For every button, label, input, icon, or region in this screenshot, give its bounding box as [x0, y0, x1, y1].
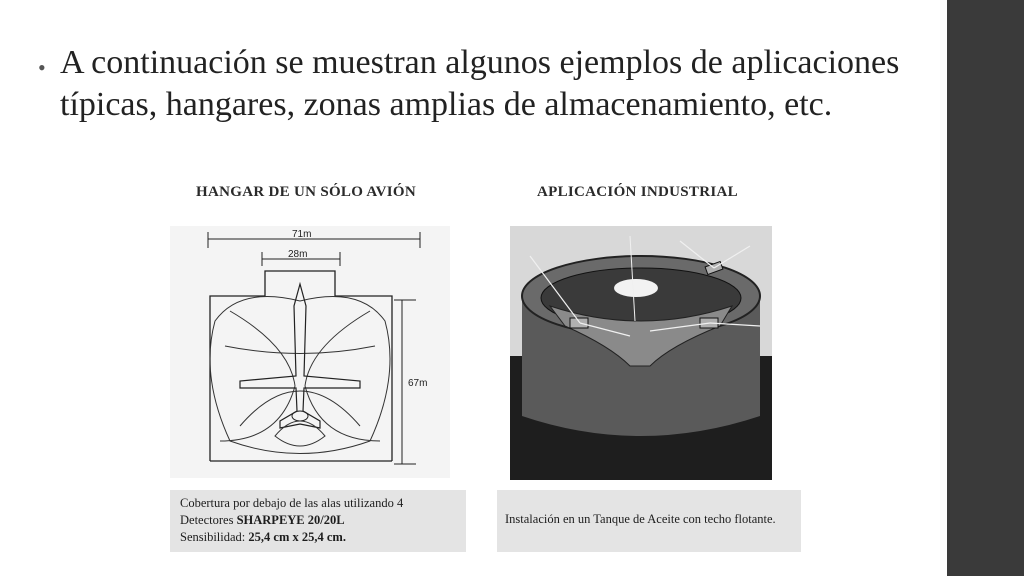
tank-photo — [510, 226, 772, 480]
tank-illustration — [510, 226, 772, 480]
hangar-caption-line3 — [180, 529, 456, 546]
hangar-drawing — [170, 226, 450, 478]
hangar-caption-line3-prefix: Sensibilidad: — [180, 530, 249, 544]
hangar-caption — [170, 490, 466, 552]
side-accent-bar — [947, 0, 1024, 576]
industrial-caption-line1: Instalación en un Tanque de Aceite con techo flotante. — [505, 512, 776, 526]
dim-height-label: 67m — [408, 378, 428, 389]
hangar-caption-line2 — [180, 512, 456, 529]
dim-width-inner-label: 28m — [288, 249, 308, 260]
hangar-title: HANGAR DE UN SÓLO AVIÓN — [196, 184, 416, 200]
industrial-title: APLICACIÓN INDUSTRIAL — [537, 184, 738, 200]
dim-width-total-label: 71m — [292, 229, 312, 240]
hangar-caption-line2-prefix: Detectores — [180, 513, 237, 527]
hangar-caption-sensitivity: 25,4 cm x 25,4 cm. — [248, 530, 346, 544]
industrial-caption — [497, 490, 801, 552]
bullet-icon: • — [38, 55, 46, 80]
bullet-text: A continuación se muestran algunos ejemplos de aplicaciones típicas, hangares, zonas amplias de almacenamiento, etc. — [60, 44, 900, 123]
hangar-caption-detector: SHARPEYE 20/20L — [236, 513, 345, 527]
hangar-diagram — [170, 226, 450, 478]
bullet-item — [38, 42, 918, 126]
hangar-caption-line1: Cobertura por debajo de las alas utilizando 4 — [180, 496, 404, 510]
